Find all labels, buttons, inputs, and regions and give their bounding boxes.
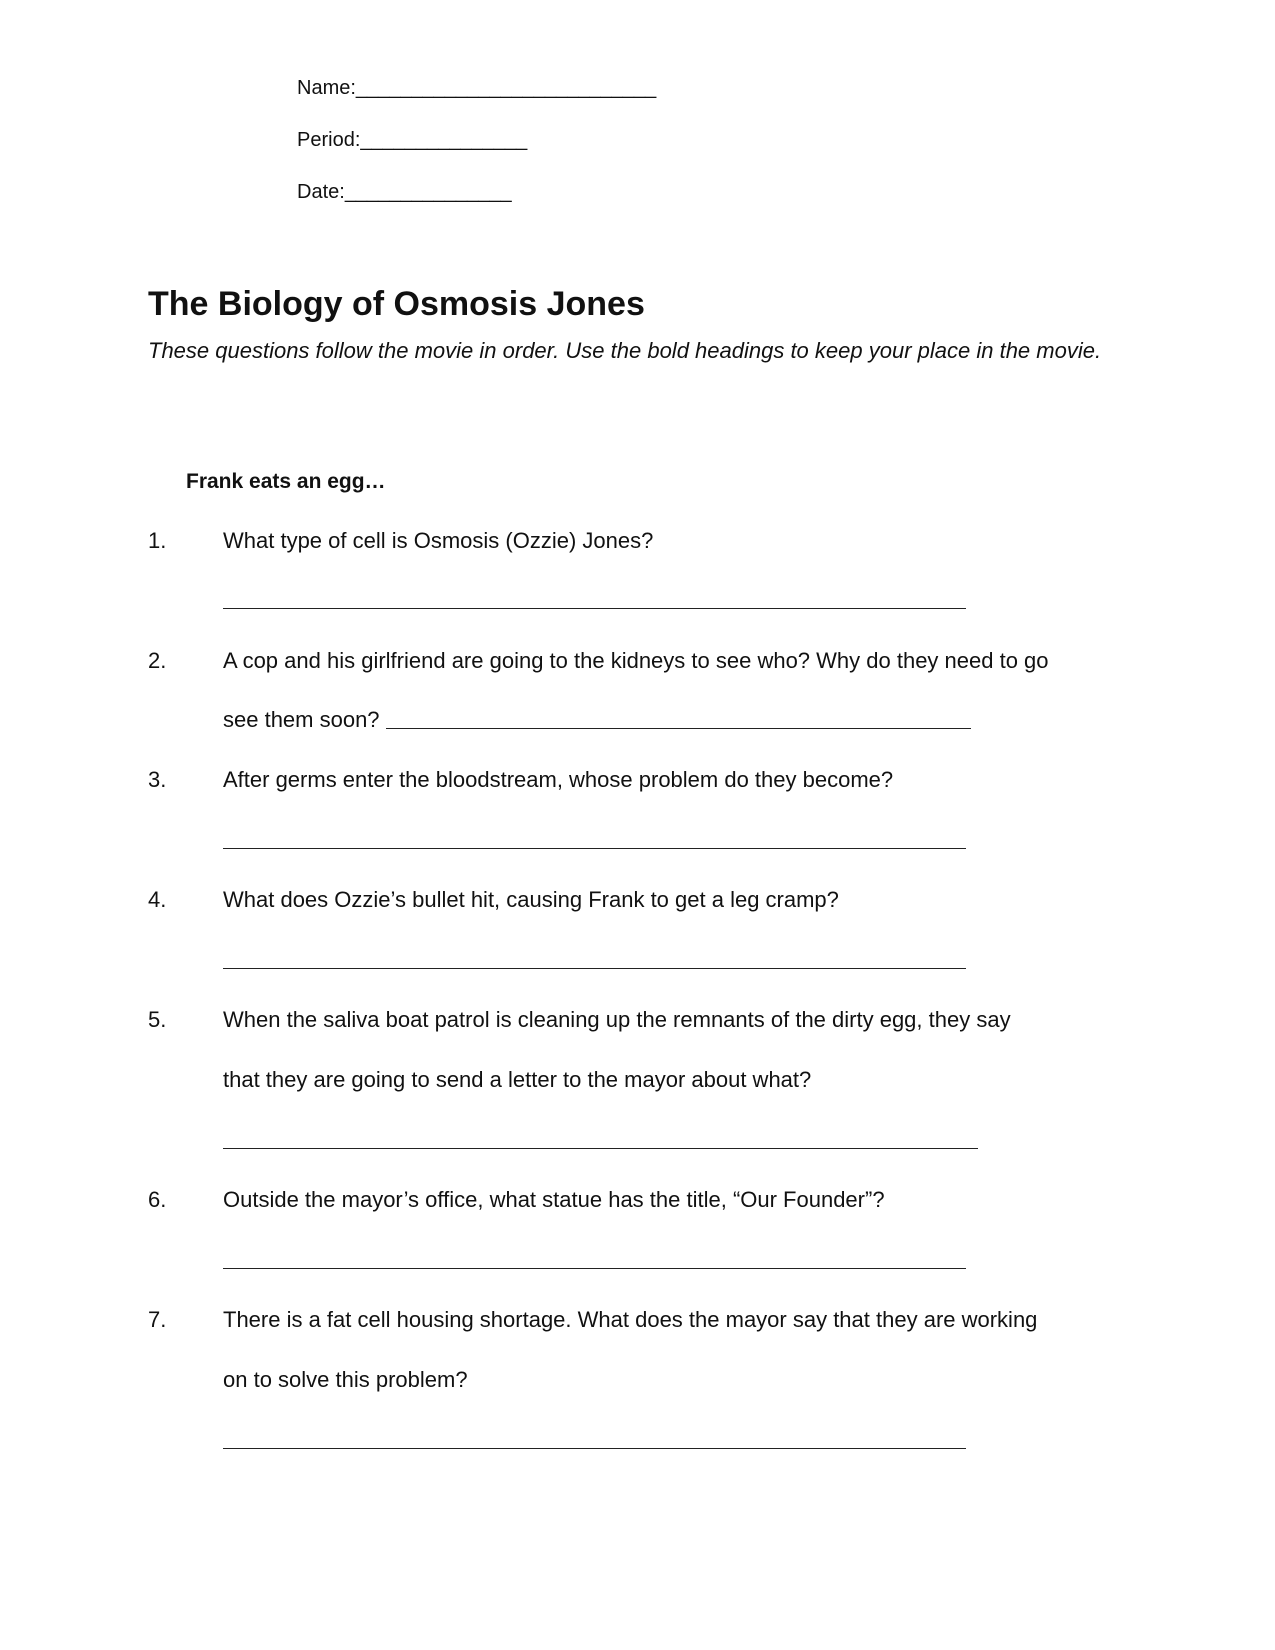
date-field bbox=[297, 180, 512, 204]
answer-line[interactable] bbox=[223, 1448, 966, 1449]
worksheet-instructions: These questions follow the movie in order. Use the bold headings to keep your place in the movie. bbox=[148, 338, 1102, 363]
question-text: After germs enter the bloodstream, whose problem do they become? bbox=[223, 767, 894, 792]
question-text: When the saliva boat patrol is cleaning up the remnants of the dirty egg, they say bbox=[223, 1007, 1011, 1032]
period-blank[interactable]: _______________ bbox=[360, 129, 528, 151]
date-label: Date: bbox=[297, 181, 345, 203]
question-number: 4. bbox=[148, 887, 167, 912]
date-blank[interactable]: _______________ bbox=[344, 181, 512, 203]
question-text: Outside the mayor’s office, what statue has the title, “Our Founder”? bbox=[223, 1187, 885, 1212]
answer-line[interactable] bbox=[386, 728, 971, 729]
question-text: What does Ozzie’s bullet hit, causing Frank to get a leg cramp? bbox=[223, 887, 839, 912]
period-label: Period: bbox=[297, 129, 361, 151]
question-number: 1. bbox=[148, 528, 167, 553]
worksheet-title: The Biology of Osmosis Jones bbox=[148, 285, 645, 323]
question-text-continued: that they are going to send a letter to the mayor about what? bbox=[223, 1067, 812, 1092]
section-heading: Frank eats an egg… bbox=[186, 470, 386, 493]
answer-line[interactable] bbox=[223, 968, 966, 969]
name-field bbox=[297, 76, 656, 100]
question-text: What type of cell is Osmosis (Ozzie) Jones? bbox=[223, 528, 654, 553]
question-number: 2. bbox=[148, 648, 167, 673]
name-label: Name: bbox=[297, 77, 356, 99]
answer-line[interactable] bbox=[223, 1268, 966, 1269]
question-number: 3. bbox=[148, 767, 167, 792]
question-text: There is a fat cell housing shortage. What does the mayor say that they are working bbox=[223, 1307, 1038, 1332]
question-text-continued: on to solve this problem? bbox=[223, 1367, 468, 1392]
period-field bbox=[297, 128, 527, 152]
question-number: 5. bbox=[148, 1007, 167, 1032]
question-text-continued: see them soon? bbox=[223, 707, 380, 732]
answer-line[interactable] bbox=[223, 608, 966, 609]
question-text: A cop and his girlfriend are going to the kidneys to see who? Why do they need to go bbox=[223, 648, 1049, 673]
answer-line[interactable] bbox=[223, 848, 966, 849]
name-blank[interactable]: ___________________________ bbox=[355, 77, 657, 99]
question-number: 7. bbox=[148, 1307, 167, 1332]
question-number: 6. bbox=[148, 1187, 167, 1212]
answer-line[interactable] bbox=[223, 1148, 978, 1149]
